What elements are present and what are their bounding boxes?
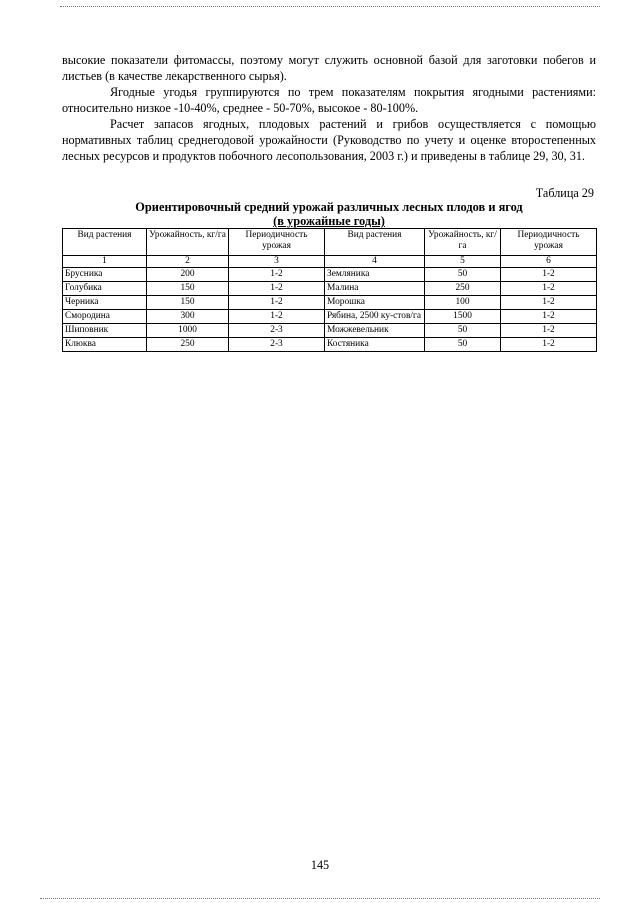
table-cell: 1-2 [229,268,325,282]
column-number: 3 [229,256,325,268]
table-cell: Костяника [325,338,425,352]
table-cell: Голубика [63,282,147,296]
table-cell: 150 [147,296,229,310]
table-cell: Шиповник [63,324,147,338]
header-cell: Урожайность, кг/га [147,229,229,256]
table-cell: Клюква [63,338,147,352]
table-cell: 1500 [425,310,501,324]
table-cell: 2-3 [229,338,325,352]
header-cell: Периодичность урожая [501,229,597,256]
body-text [62,52,596,164]
table-cell: 1-2 [501,310,597,324]
header-cell: Урожайность, кг/га [425,229,501,256]
table-cell: 300 [147,310,229,324]
table-cell: 50 [425,324,501,338]
table-cell: Малина [325,282,425,296]
yield-table [62,228,597,352]
header-cell: Вид растения [63,229,147,256]
table-row [63,268,597,282]
header-cell: Вид растения [325,229,425,256]
table-cell: Земляника [325,268,425,282]
table-cell: 50 [425,268,501,282]
table-cell: Черника [63,296,147,310]
table-cell: Брусника [63,268,147,282]
table-cell: 1000 [147,324,229,338]
table-cell: 1-2 [501,338,597,352]
table-title-line-1: Ориентировочный средний урожай различных лесных плодов и ягод [135,200,523,214]
table-cell: 1-2 [501,268,597,282]
table-header-row [63,229,597,256]
column-number: 6 [501,256,597,268]
paragraph-1: высокие показатели фитомассы, поэтому могут служить основной базой для заготовки побегов и листьев (в качестве лекарственного сырья). [62,53,596,83]
table-cell: Можжевельник [325,324,425,338]
paragraph-2: Ягодные угодья группируются по трем показателям покрытия ягодными растениями: относительно низкое -10-40%, среднее - 50-70%, высокое - 80-100%. [62,85,596,115]
table-row [63,324,597,338]
table-label: Таблица 29 [535,186,594,200]
table-cell: 1-2 [501,282,597,296]
table-cell: 100 [425,296,501,310]
table-row [63,310,597,324]
table-cell: 1-2 [501,296,597,310]
header-cell: Периодичность урожая [229,229,325,256]
table-cell: 1-2 [229,296,325,310]
page-number: 145 [310,858,330,872]
table-cell: Рябина, 2500 ку-стов/га [325,310,425,324]
paragraph-3: Расчет запасов ягодных, плодовых растений и грибов осуществляется с помощью нормативных таблиц среднегодовой урожайности (Руководство по учету и оценке второстепенных лесных ресурсов и продуктов побочного лесопользования, 2003 г.) и приведены в таблице 29, 30, 31. [62,117,596,163]
table-row [63,282,597,296]
table-cell: 50 [425,338,501,352]
table-cell: Смородина [63,310,147,324]
table-cell: 150 [147,282,229,296]
table-cell: 250 [147,338,229,352]
table-caption [62,200,596,228]
bottom-scan-edge [40,898,600,899]
column-number: 1 [63,256,147,268]
table-cell: 2-3 [229,324,325,338]
top-scan-edge [60,6,600,7]
column-number: 2 [147,256,229,268]
column-number: 4 [325,256,425,268]
table-cell: Морошка [325,296,425,310]
table-row [63,338,597,352]
table-cell: 250 [425,282,501,296]
table-cell: 1-2 [229,282,325,296]
table-row [63,296,597,310]
column-number: 5 [425,256,501,268]
table-title-line-2: (в урожайные годы) [273,214,385,228]
column-number-row [63,256,597,268]
table-cell: 200 [147,268,229,282]
table-cell: 1-2 [229,310,325,324]
table-cell: 1-2 [501,324,597,338]
